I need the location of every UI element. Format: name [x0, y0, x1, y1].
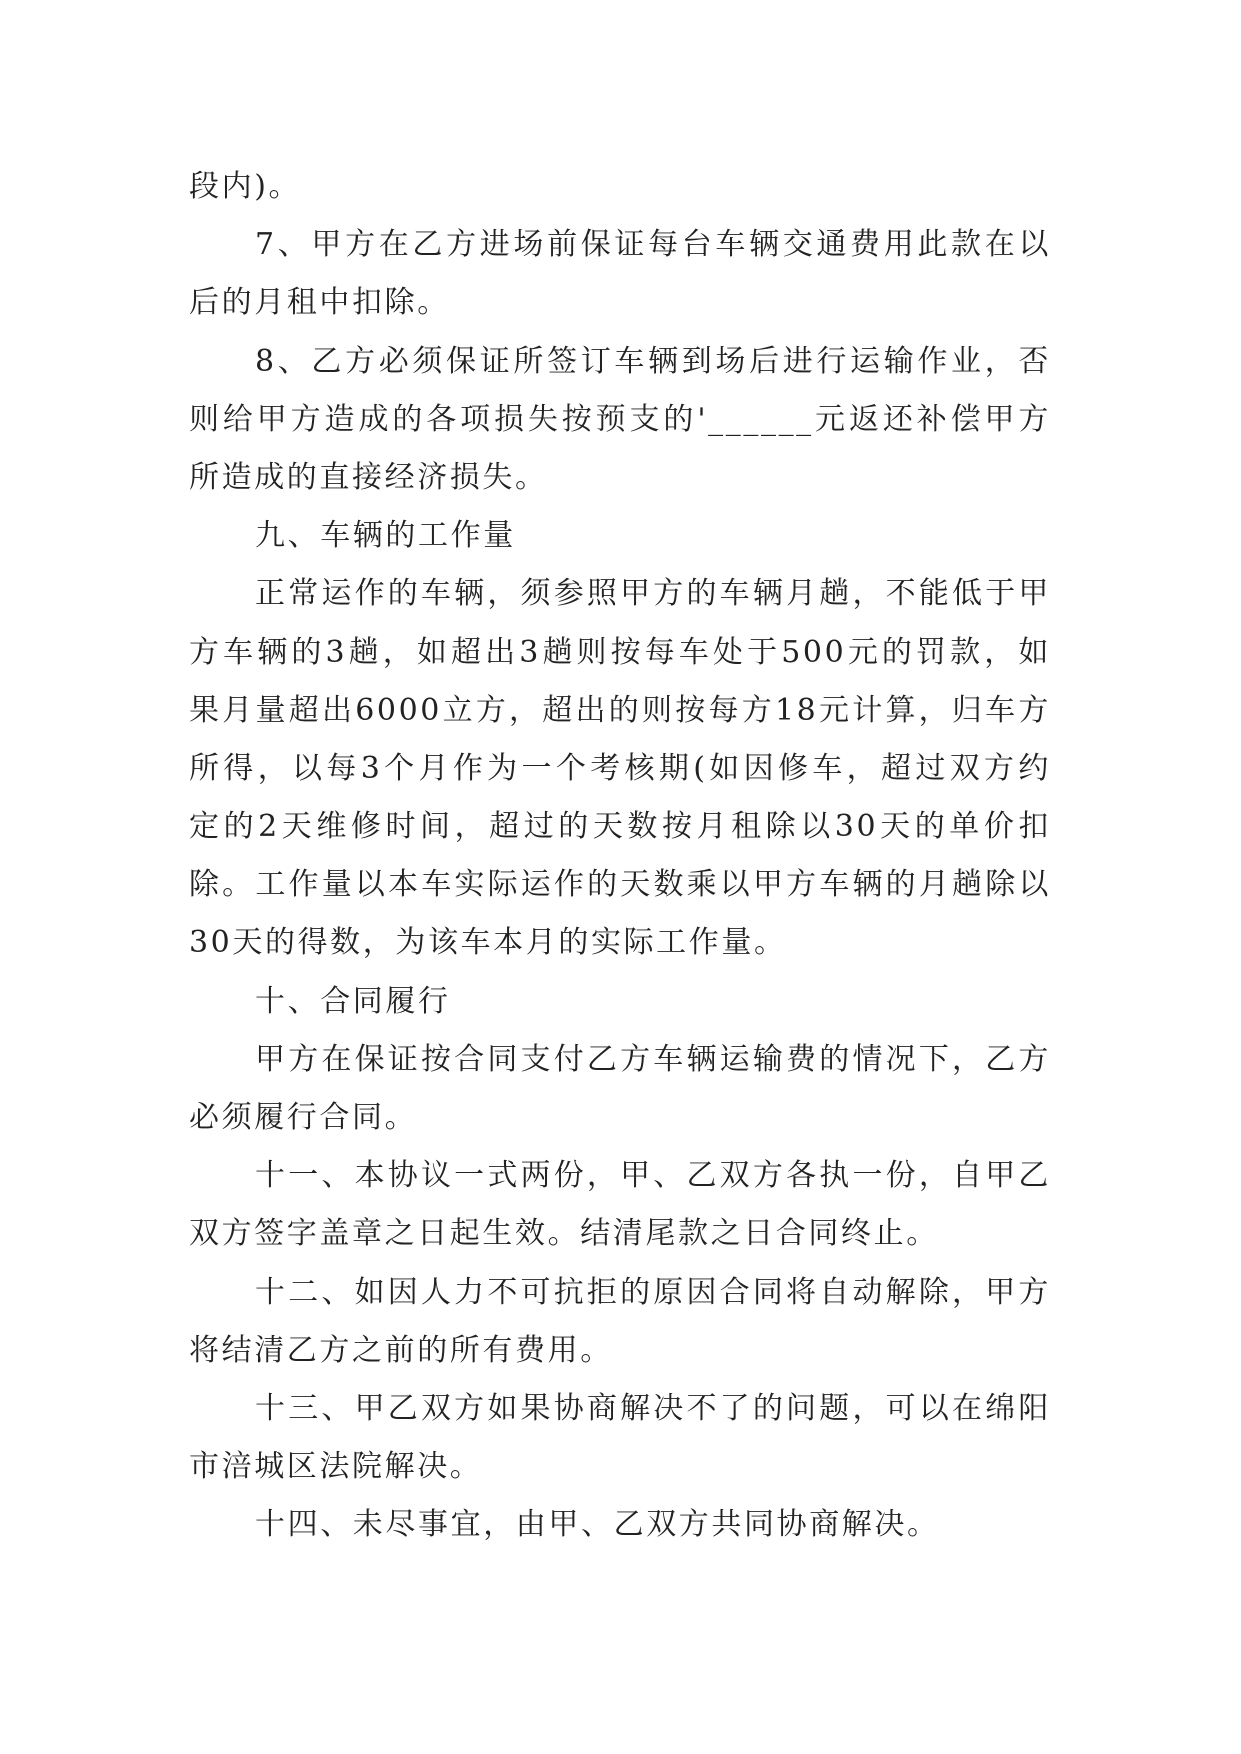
section-12-line-2: 将结清乙方之前的所有费用。	[189, 1332, 613, 1368]
section-9-line-4: 所得，以每3个月作为一个考核期(如因修车，超过双方约	[189, 750, 1051, 786]
clause-7-line-2: 后的月租中扣除。	[189, 285, 450, 321]
section-9-line-2: 方车辆的3趟，如超出3趟则按每车处于500元的罚款，如	[189, 634, 1051, 670]
text-line: 段内)。	[189, 169, 302, 204]
section-9-line-3: 果月量超出6000立方，超出的则按每方18元计算，归车方	[189, 692, 1051, 728]
section-11-line-1: 十一、本协议一式两份，甲、乙双方各执一份，自甲乙	[255, 1158, 1051, 1194]
clause-8-line-3: 所造成的直接经济损失。	[189, 459, 548, 495]
clause-7-line-1: 7、甲方在乙方进场前保证每台车辆交通费用此款在以	[255, 227, 1051, 263]
section-9-line-1: 正常运作的车辆，须参照甲方的车辆月趟，不能低于甲	[255, 576, 1051, 612]
section-13-line-1: 十三、甲乙双方如果协商解决不了的问题，可以在绵阳	[255, 1390, 1051, 1426]
section-13-line-2: 市涪城区法院解决。	[189, 1449, 483, 1485]
section-10-line-1: 甲方在保证按合同支付乙方车辆运输费的情况下，乙方	[255, 1041, 1051, 1077]
section-heading-10: 十、合同履行	[255, 983, 451, 1019]
section-9-line-6: 除。工作量以本车实际运作的天数乘以甲方车辆的月趟除以	[189, 867, 1051, 903]
document-body	[189, 158, 1051, 1555]
section-9-line-5: 定的2天维修时间，超过的天数按月租除以30天的单价扣	[189, 809, 1051, 845]
clause-8-line-1: 8、乙方必须保证所签订车辆到场后进行运输作业，否	[255, 343, 1051, 379]
section-heading-9: 九、车辆的工作量	[255, 518, 516, 554]
section-11-line-2: 双方签字盖章之日起生效。结清尾款之日合同终止。	[189, 1216, 939, 1252]
clause-8-line-2: 则给甲方造成的各项损失按预支的'______元返还补偿甲方	[189, 401, 1051, 437]
section-9-line-7: 30天的得数，为该车本月的实际工作量。	[189, 925, 787, 961]
section-14-line-1: 十四、未尽事宜，由甲、乙双方共同协商解决。	[255, 1507, 940, 1543]
section-10-line-2: 必须履行合同。	[189, 1100, 418, 1135]
section-12-line-1: 十二、如因人力不可抗拒的原因合同将自动解除，甲方	[255, 1274, 1051, 1310]
